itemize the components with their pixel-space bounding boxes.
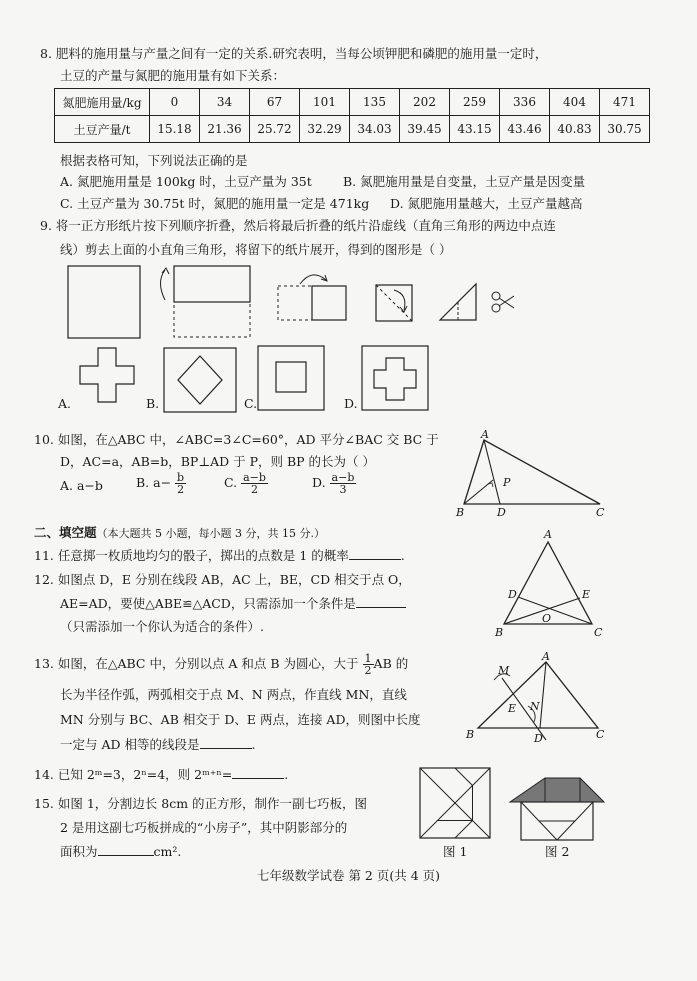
table-cell: 21.36 (200, 116, 250, 143)
q9-line1: 9. 将一正方形纸片按下列顺序折叠，然后将最后折叠的纸片沿虚线（直角三角形的两边中点连 (40, 218, 556, 233)
q13-line4: 一定与 AD 相等的线段是 . (60, 737, 256, 752)
q8-line1: 8. 肥料的施用量与产量之间有一定的关系.研究表明，当每公顷钾肥和磷肥的施用量一定时， (40, 46, 548, 61)
q8-option-c[interactable]: C. 土豆产量为 30.75t 时，氮肥的施用量一定是 471kg (60, 196, 370, 211)
q10-option-d-prefix: D. (312, 475, 326, 490)
q13-line1-post: AB 的 (373, 656, 409, 671)
q15-line3-post: cm². (153, 844, 182, 859)
q10-label-d: D (497, 506, 506, 519)
q11: 11. 任意掷一枚质地均匀的骰子，掷出的点数是 1 的概率 . (34, 548, 405, 563)
q10-option-a[interactable]: A. a−b (60, 478, 103, 493)
q13-label-a: A (542, 650, 550, 663)
table-cell: 43.15 (450, 116, 500, 143)
table-header-cell: 氮肥施用量/kg (55, 89, 150, 116)
q12-line2-text: AE=AD，要使△ABE≌△ACD，只需添加一个条件是 (60, 596, 356, 611)
q15-line1: 15. 如图 1，分割边长 8cm 的正方形，制作一副七巧板，图 (34, 796, 368, 811)
q9-option-d-label[interactable]: D. (344, 396, 358, 411)
fraction-denominator: 3 (339, 483, 347, 496)
q8-prompt: 根据表格可知，下列说法正确的是 (60, 153, 248, 168)
table-cell: 15.18 (150, 116, 200, 143)
q8-line2: 土豆的产量与氮肥的施用量有如下关系： (60, 68, 286, 83)
q13-label-d: D (534, 732, 543, 745)
q11-text: 11. 任意掷一枚质地均匀的骰子，掷出的点数是 1 的概率 (34, 548, 349, 563)
table-cell: 404 (550, 89, 600, 116)
q12-label-d: D (508, 588, 517, 601)
fraction-denominator: 2 (364, 664, 372, 677)
table-cell: 40.83 (550, 116, 600, 143)
q14-text: 14. 已知 2ᵐ=3，2ⁿ=4，则 2ᵐ⁺ⁿ= (34, 767, 233, 782)
q12-label-a: A (544, 528, 552, 541)
q13-line4-text: 一定与 AD 相等的线段是 (60, 737, 200, 752)
q10-option-b-prefix: B. a− (136, 475, 172, 490)
q10-label-c: C (596, 506, 605, 519)
table-header-cell: 土豆产量/t (55, 116, 150, 143)
fraction-numerator: b (177, 471, 185, 484)
q10-line1: 10. 如图，在△ABC 中，∠ABC=3∠C=60°，AD 平分∠BAC 交 BC 于 (34, 432, 439, 447)
q12-line3: （只需添加一个你认为适合的条件）. (60, 619, 264, 634)
q12-label-e: E (582, 588, 591, 601)
q13-label-e: E (508, 702, 517, 715)
page-footer: 七年级数学试卷 第 2 页(共 4 页) (256, 868, 441, 883)
q13-label-b: B (466, 728, 475, 741)
q12-label-o: O (542, 612, 552, 625)
q13-label-m: M (498, 664, 510, 677)
fraction-numerator: a−b (331, 471, 355, 484)
table-cell: 25.72 (250, 116, 300, 143)
q8-option-b[interactable]: B. 氮肥施用量是自变量，土豆产量是因变量 (343, 174, 586, 189)
q15-figure-1-caption: 图 1 (443, 844, 468, 859)
fraction-numerator: a−b (243, 471, 266, 484)
tangram-square (420, 768, 490, 838)
table-cell: 259 (450, 89, 500, 116)
table-cell: 336 (500, 89, 550, 116)
q13-line1-pre: 13. 如图，在△ABC 中，分别以点 A 和点 B 为圆心，大于 (34, 656, 359, 671)
q9-option-c-label[interactable]: C. (244, 396, 258, 411)
q14: 14. 已知 2ᵐ=3，2ⁿ=4，则 2ᵐ⁺ⁿ= . (34, 767, 289, 782)
table-cell: 32.29 (300, 116, 350, 143)
q10-line2: D，AC=a，AB=b，BP⊥AD 于 P，则 BP 的长为（ ） (60, 454, 376, 469)
table-cell: 135 (350, 89, 400, 116)
q12-line1: 12. 如图点 D，E 分别在线段 AB，AC 上，BE，CD 相交于点 O， (34, 572, 411, 587)
tangram-house (510, 778, 604, 840)
fraction-denominator: 2 (250, 483, 258, 496)
table-cell: 34.03 (350, 116, 400, 143)
q10-option-c-prefix: C. (224, 475, 238, 490)
q8-option-d[interactable]: D. 氮肥施用量越大，土豆产量越高 (390, 196, 583, 211)
table-cell: 67 (250, 89, 300, 116)
q15-line2: 2 是用这副七巧板拼成的“小房子”，其中阴影部分的 (60, 820, 348, 835)
q13-line3: MN 分别与 BC、AB 相交于 D、E 两点，连接 AD，则图中长度 (60, 712, 421, 727)
q13-line2: 长为半径作弧，两弧相交于点 M、N 两点，作直线 MN，直线 (60, 687, 407, 702)
fraction-numerator: 1 (364, 652, 372, 665)
table-cell: 101 (300, 89, 350, 116)
table-cell: 43.46 (500, 116, 550, 143)
q10-label-b: B (456, 506, 465, 519)
q12-label-c: C (594, 626, 603, 639)
q15-figure-2-caption: 图 2 (545, 844, 570, 859)
q8-option-a[interactable]: A. 氮肥施用量是 100kg 时，土豆产量为 35t (60, 174, 312, 189)
table-cell: 0 (150, 89, 200, 116)
q9-option-a-label[interactable]: A. (58, 396, 72, 411)
fraction-denominator: 2 (177, 483, 185, 496)
section-2-note: （本大题共 5 小题，每小题 3 分，共 15 分.） (96, 527, 325, 540)
q9-option-b-label[interactable]: B. (146, 396, 160, 411)
q13-label-c: C (596, 728, 605, 741)
section-2-title: 二、填空题 (34, 525, 97, 540)
table-cell: 30.75 (600, 116, 650, 143)
table-cell: 34 (200, 89, 250, 116)
table-cell: 39.45 (400, 116, 450, 143)
q15-line3-pre: 面积为 (60, 844, 98, 859)
table-cell: 471 (600, 89, 650, 116)
q13-label-n: N (530, 700, 540, 713)
q12-label-b: B (495, 626, 504, 639)
q10-label-a: A (481, 428, 489, 441)
q9-line2: 线）剪去上面的小直角三角形，将留下的纸片展开，得到的图形是（ ） (60, 242, 452, 257)
table-cell: 202 (400, 89, 450, 116)
q10-label-p: P (503, 476, 511, 489)
